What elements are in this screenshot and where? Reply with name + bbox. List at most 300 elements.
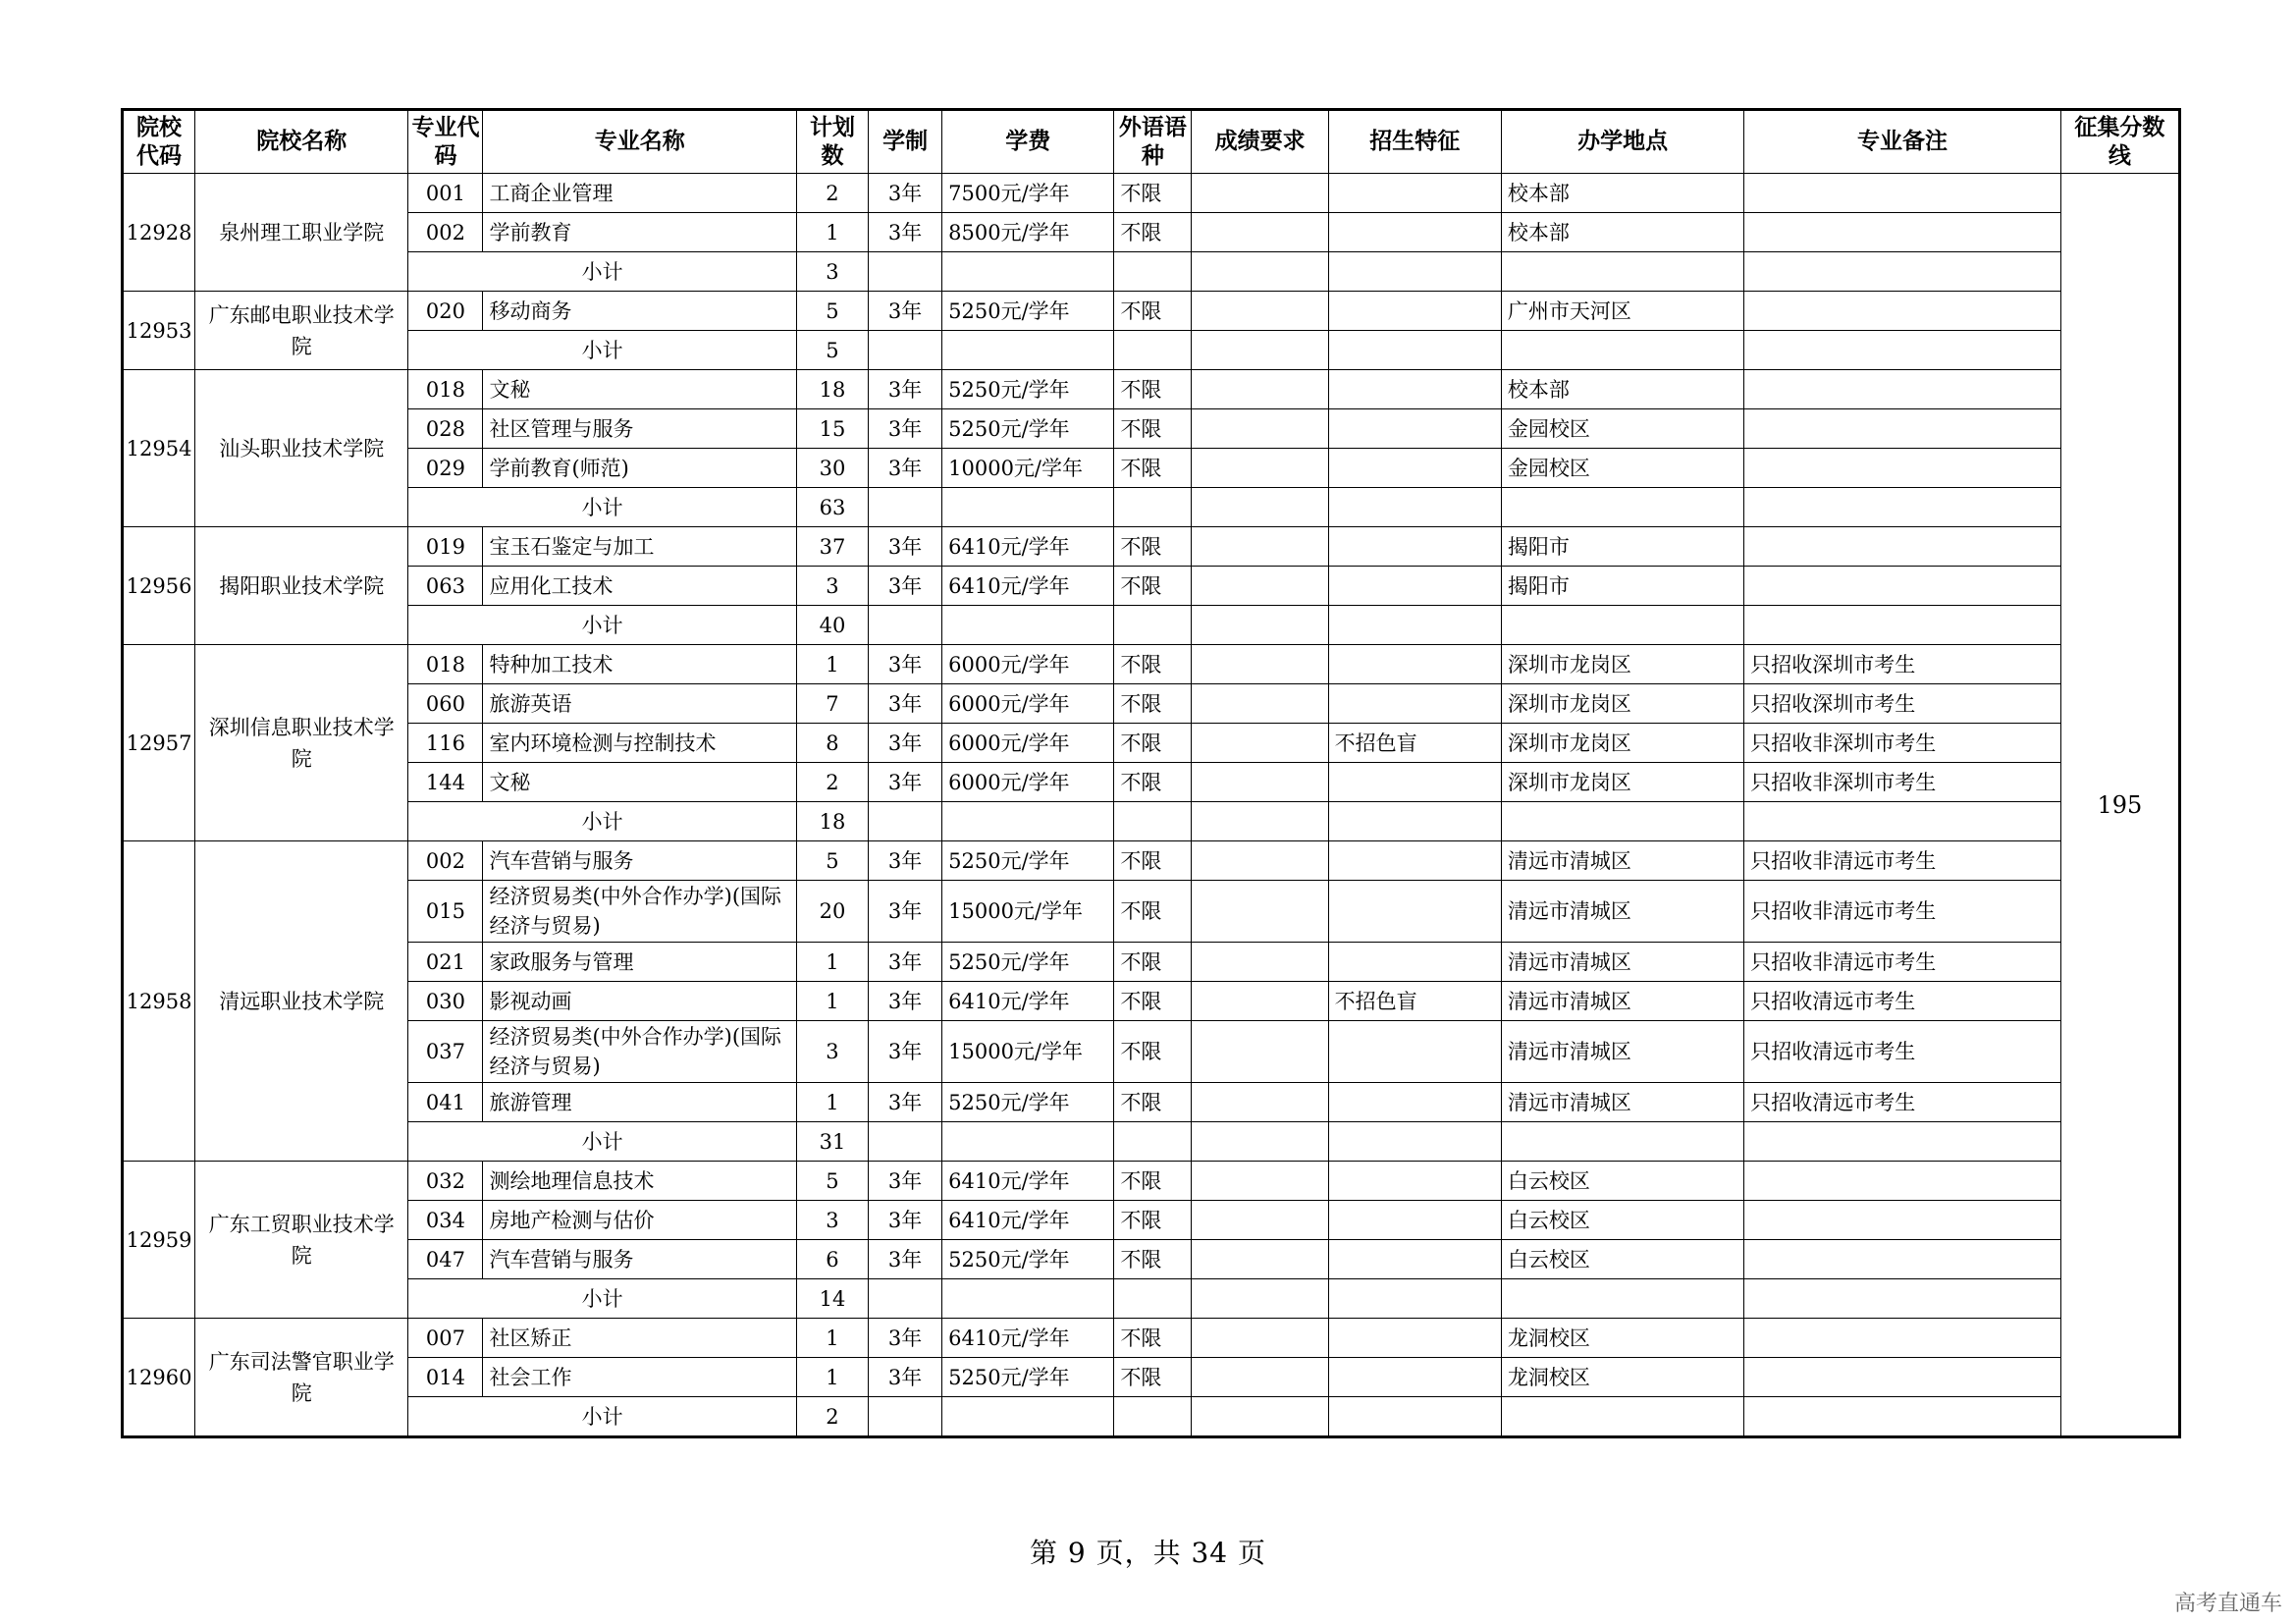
table-row <box>123 370 2180 409</box>
duration-cell: 3年 <box>869 213 942 252</box>
remark-cell <box>1744 1162 2060 1201</box>
remark-cell <box>1744 449 2060 488</box>
header-location: 办学地点 <box>1501 110 1743 174</box>
admission-feature-cell <box>1328 763 1501 802</box>
school-name-cell: 清远职业技术学院 <box>195 841 408 1162</box>
score-requirement-cell <box>1192 1201 1328 1240</box>
language-cell: 不限 <box>1114 645 1192 684</box>
major-name-cell: 社区矫正 <box>483 1319 796 1358</box>
empty-cell <box>1114 1397 1192 1437</box>
admission-feature-cell <box>1328 174 1501 213</box>
empty-cell <box>1192 1397 1328 1437</box>
empty-cell <box>942 331 1114 370</box>
empty-cell <box>1744 606 2060 645</box>
major-code-cell: 019 <box>408 527 483 567</box>
score-requirement-cell <box>1192 1021 1328 1083</box>
language-cell: 不限 <box>1114 943 1192 982</box>
table-row <box>123 763 2180 802</box>
school-code-cell: 12954 <box>123 370 195 527</box>
duration-cell: 3年 <box>869 1083 942 1122</box>
empty-cell <box>1192 1122 1328 1162</box>
empty-cell <box>1192 1279 1328 1319</box>
language-cell: 不限 <box>1114 1083 1192 1122</box>
empty-cell <box>1328 802 1501 841</box>
score-requirement-cell <box>1192 1358 1328 1397</box>
score-requirement-cell <box>1192 370 1328 409</box>
empty-cell <box>869 331 942 370</box>
tuition-cell: 6410元/学年 <box>942 1162 1114 1201</box>
header-tuition: 学费 <box>942 110 1114 174</box>
admission-feature-cell <box>1328 1083 1501 1122</box>
header-score-requirement: 成绩要求 <box>1192 110 1328 174</box>
empty-cell <box>1744 1279 2060 1319</box>
score-requirement-cell <box>1192 841 1328 881</box>
duration-cell: 3年 <box>869 449 942 488</box>
empty-cell <box>942 1397 1114 1437</box>
subtotal-label: 小计 <box>408 802 797 841</box>
remark-cell <box>1744 567 2060 606</box>
empty-cell <box>1744 802 2060 841</box>
major-code-cell: 018 <box>408 370 483 409</box>
major-code-cell: 002 <box>408 841 483 881</box>
header-school-code: 院校代码 <box>123 110 195 174</box>
empty-cell <box>1328 1397 1501 1437</box>
admission-feature-cell <box>1328 292 1501 331</box>
table-row <box>123 645 2180 684</box>
empty-cell <box>1114 1279 1192 1319</box>
empty-cell <box>1501 1122 1743 1162</box>
empty-cell <box>1501 488 1743 527</box>
remark-cell <box>1744 1358 2060 1397</box>
empty-cell <box>1501 1279 1743 1319</box>
score-requirement-cell <box>1192 292 1328 331</box>
empty-cell <box>869 1279 942 1319</box>
subtotal-row <box>123 1279 2180 1319</box>
major-code-cell: 041 <box>408 1083 483 1122</box>
score-requirement-cell <box>1192 724 1328 763</box>
tuition-cell: 15000元/学年 <box>942 1021 1114 1083</box>
score-requirement-cell <box>1192 527 1328 567</box>
admission-feature-cell <box>1328 1201 1501 1240</box>
empty-cell <box>1192 331 1328 370</box>
remark-cell: 只招收非清远市考生 <box>1744 881 2060 943</box>
empty-cell <box>942 488 1114 527</box>
subtotal-count: 2 <box>796 1397 868 1437</box>
admission-feature-cell <box>1328 409 1501 449</box>
language-cell: 不限 <box>1114 370 1192 409</box>
major-code-cell: 020 <box>408 292 483 331</box>
tuition-cell: 6410元/学年 <box>942 527 1114 567</box>
score-requirement-cell <box>1192 1083 1328 1122</box>
score-requirement-cell <box>1192 645 1328 684</box>
empty-cell <box>1114 1122 1192 1162</box>
subtotal-count: 31 <box>796 1122 868 1162</box>
table-row <box>123 841 2180 881</box>
duration-cell: 3年 <box>869 1201 942 1240</box>
language-cell: 不限 <box>1114 724 1192 763</box>
empty-cell <box>1501 331 1743 370</box>
table-row <box>123 449 2180 488</box>
remark-cell <box>1744 1240 2060 1279</box>
major-code-cell: 028 <box>408 409 483 449</box>
empty-cell <box>1328 488 1501 527</box>
empty-cell <box>869 488 942 527</box>
tuition-cell: 6410元/学年 <box>942 567 1114 606</box>
language-cell: 不限 <box>1114 292 1192 331</box>
plan-count-cell: 20 <box>796 881 868 943</box>
major-name-cell: 特种加工技术 <box>483 645 796 684</box>
header-admission-features: 招生特征 <box>1328 110 1501 174</box>
tuition-cell: 8500元/学年 <box>942 213 1114 252</box>
tuition-cell: 5250元/学年 <box>942 370 1114 409</box>
empty-cell <box>942 802 1114 841</box>
admission-feature-cell <box>1328 1021 1501 1083</box>
tuition-cell: 5250元/学年 <box>942 1083 1114 1122</box>
plan-count-cell: 8 <box>796 724 868 763</box>
empty-cell <box>942 1279 1114 1319</box>
score-requirement-cell <box>1192 409 1328 449</box>
admission-feature-cell <box>1328 567 1501 606</box>
plan-count-cell: 1 <box>796 943 868 982</box>
empty-cell <box>1192 252 1328 292</box>
plan-count-cell: 1 <box>796 1083 868 1122</box>
location-cell: 校本部 <box>1501 174 1743 213</box>
header-language: 外语语种 <box>1114 110 1192 174</box>
major-code-cell: 060 <box>408 684 483 724</box>
major-name-cell: 房地产检测与估价 <box>483 1201 796 1240</box>
header-row <box>123 110 2180 174</box>
empty-cell <box>1328 331 1501 370</box>
score-requirement-cell <box>1192 1162 1328 1201</box>
tuition-cell: 5250元/学年 <box>942 1240 1114 1279</box>
subtotal-label: 小计 <box>408 1397 797 1437</box>
admission-feature-cell <box>1328 1319 1501 1358</box>
remark-cell: 只招收清远市考生 <box>1744 1083 2060 1122</box>
major-name-cell: 旅游管理 <box>483 1083 796 1122</box>
admission-feature-cell <box>1328 1162 1501 1201</box>
remark-cell: 只招收非清远市考生 <box>1744 943 2060 982</box>
subtotal-row <box>123 488 2180 527</box>
major-code-cell: 037 <box>408 1021 483 1083</box>
major-name-cell: 旅游英语 <box>483 684 796 724</box>
duration-cell: 3年 <box>869 982 942 1021</box>
tuition-cell: 6410元/学年 <box>942 982 1114 1021</box>
language-cell: 不限 <box>1114 449 1192 488</box>
major-code-cell: 034 <box>408 1201 483 1240</box>
major-code-cell: 014 <box>408 1358 483 1397</box>
subtotal-row <box>123 331 2180 370</box>
remark-cell: 只招收非清远市考生 <box>1744 841 2060 881</box>
admission-feature-cell <box>1328 527 1501 567</box>
tuition-cell: 10000元/学年 <box>942 449 1114 488</box>
tuition-cell: 6000元/学年 <box>942 724 1114 763</box>
tuition-cell: 5250元/学年 <box>942 409 1114 449</box>
empty-cell <box>1744 488 2060 527</box>
location-cell: 清远市清城区 <box>1501 841 1743 881</box>
admission-feature-cell <box>1328 645 1501 684</box>
plan-count-cell: 3 <box>796 1201 868 1240</box>
language-cell: 不限 <box>1114 174 1192 213</box>
major-name-cell: 应用化工技术 <box>483 567 796 606</box>
empty-cell <box>942 606 1114 645</box>
table-body <box>123 174 2180 1437</box>
plan-count-cell: 5 <box>796 1162 868 1201</box>
duration-cell: 3年 <box>869 409 942 449</box>
subtotal-count: 40 <box>796 606 868 645</box>
duration-cell: 3年 <box>869 1240 942 1279</box>
tuition-cell: 5250元/学年 <box>942 1358 1114 1397</box>
table-row <box>123 1083 2180 1122</box>
table-row <box>123 684 2180 724</box>
school-code-cell: 12928 <box>123 174 195 292</box>
school-code-cell: 12959 <box>123 1162 195 1319</box>
plan-count-cell: 5 <box>796 841 868 881</box>
language-cell: 不限 <box>1114 1319 1192 1358</box>
major-name-cell: 家政服务与管理 <box>483 943 796 982</box>
table-row <box>123 292 2180 331</box>
table-row <box>123 881 2180 943</box>
language-cell: 不限 <box>1114 841 1192 881</box>
remark-cell: 只招收非深圳市考生 <box>1744 724 2060 763</box>
table-row <box>123 1319 2180 1358</box>
empty-cell <box>1114 488 1192 527</box>
subtotal-label: 小计 <box>408 606 797 645</box>
school-name-cell: 广东邮电职业技术学院 <box>195 292 408 370</box>
plan-count-cell: 1 <box>796 982 868 1021</box>
score-requirement-cell <box>1192 684 1328 724</box>
subtotal-row <box>123 802 2180 841</box>
table-row <box>123 174 2180 213</box>
header-major-code: 专业代码 <box>408 110 483 174</box>
empty-cell <box>1328 1122 1501 1162</box>
location-cell: 广州市天河区 <box>1501 292 1743 331</box>
language-cell: 不限 <box>1114 982 1192 1021</box>
header-remarks: 专业备注 <box>1744 110 2060 174</box>
duration-cell: 3年 <box>869 1021 942 1083</box>
plan-count-cell: 6 <box>796 1240 868 1279</box>
remark-cell: 只招收清远市考生 <box>1744 1021 2060 1083</box>
table-row <box>123 943 2180 982</box>
remark-cell <box>1744 409 2060 449</box>
empty-cell <box>1501 802 1743 841</box>
remark-cell: 只招收非深圳市考生 <box>1744 763 2060 802</box>
empty-cell <box>1744 331 2060 370</box>
location-cell: 深圳市龙岗区 <box>1501 724 1743 763</box>
admission-feature-cell <box>1328 841 1501 881</box>
empty-cell <box>1114 252 1192 292</box>
location-cell: 校本部 <box>1501 370 1743 409</box>
major-code-cell: 002 <box>408 213 483 252</box>
plan-count-cell: 3 <box>796 567 868 606</box>
admission-feature-cell <box>1328 881 1501 943</box>
plan-count-cell: 5 <box>796 292 868 331</box>
tuition-cell: 6000元/学年 <box>942 645 1114 684</box>
location-cell: 金园校区 <box>1501 449 1743 488</box>
subtotal-label: 小计 <box>408 1122 797 1162</box>
major-name-cell: 文秘 <box>483 370 796 409</box>
empty-cell <box>1114 802 1192 841</box>
header-cutoff-score: 征集分数线 <box>2060 110 2179 174</box>
score-requirement-cell <box>1192 1319 1328 1358</box>
location-cell: 龙洞校区 <box>1501 1358 1743 1397</box>
plan-count-cell: 1 <box>796 1358 868 1397</box>
location-cell: 金园校区 <box>1501 409 1743 449</box>
major-code-cell: 001 <box>408 174 483 213</box>
duration-cell: 3年 <box>869 567 942 606</box>
location-cell: 清远市清城区 <box>1501 881 1743 943</box>
subtotal-row <box>123 1122 2180 1162</box>
duration-cell: 3年 <box>869 881 942 943</box>
major-name-cell: 宝玉石鉴定与加工 <box>483 527 796 567</box>
major-name-cell: 经济贸易类(中外合作办学)(国际经济与贸易) <box>483 1021 796 1083</box>
duration-cell: 3年 <box>869 943 942 982</box>
empty-cell <box>869 606 942 645</box>
language-cell: 不限 <box>1114 213 1192 252</box>
table-row <box>123 1201 2180 1240</box>
admission-feature-cell <box>1328 1358 1501 1397</box>
major-name-cell: 学前教育 <box>483 213 796 252</box>
location-cell: 校本部 <box>1501 213 1743 252</box>
major-code-cell: 030 <box>408 982 483 1021</box>
major-code-cell: 021 <box>408 943 483 982</box>
subtotal-label: 小计 <box>408 488 797 527</box>
location-cell: 白云校区 <box>1501 1240 1743 1279</box>
duration-cell: 3年 <box>869 527 942 567</box>
score-requirement-cell <box>1192 174 1328 213</box>
plan-count-cell: 18 <box>796 370 868 409</box>
header-school-name: 院校名称 <box>195 110 408 174</box>
score-requirement-cell <box>1192 567 1328 606</box>
subtotal-count: 14 <box>796 1279 868 1319</box>
location-cell: 白云校区 <box>1501 1201 1743 1240</box>
empty-cell <box>1744 252 2060 292</box>
tuition-cell: 7500元/学年 <box>942 174 1114 213</box>
duration-cell: 3年 <box>869 174 942 213</box>
score-requirement-cell <box>1192 1240 1328 1279</box>
table-row <box>123 982 2180 1021</box>
remark-cell <box>1744 527 2060 567</box>
major-name-cell: 工商企业管理 <box>483 174 796 213</box>
language-cell: 不限 <box>1114 684 1192 724</box>
duration-cell: 3年 <box>869 763 942 802</box>
empty-cell <box>1114 606 1192 645</box>
empty-cell <box>1192 488 1328 527</box>
tuition-cell: 15000元/学年 <box>942 881 1114 943</box>
major-name-cell: 测绘地理信息技术 <box>483 1162 796 1201</box>
score-requirement-cell <box>1192 449 1328 488</box>
school-name-cell: 广东工贸职业技术学院 <box>195 1162 408 1319</box>
admission-feature-cell <box>1328 684 1501 724</box>
major-code-cell: 116 <box>408 724 483 763</box>
duration-cell: 3年 <box>869 1162 942 1201</box>
school-code-cell: 12953 <box>123 292 195 370</box>
language-cell: 不限 <box>1114 409 1192 449</box>
subtotal-label: 小计 <box>408 252 797 292</box>
remark-cell: 只招收清远市考生 <box>1744 982 2060 1021</box>
major-name-cell: 社区管理与服务 <box>483 409 796 449</box>
empty-cell <box>942 1122 1114 1162</box>
major-code-cell: 032 <box>408 1162 483 1201</box>
remark-cell <box>1744 174 2060 213</box>
plan-count-cell: 30 <box>796 449 868 488</box>
major-name-cell: 移动商务 <box>483 292 796 331</box>
remark-cell <box>1744 213 2060 252</box>
empty-cell <box>1501 606 1743 645</box>
header-duration: 学制 <box>869 110 942 174</box>
score-requirement-cell <box>1192 763 1328 802</box>
major-code-cell: 029 <box>408 449 483 488</box>
location-cell: 深圳市龙岗区 <box>1501 645 1743 684</box>
duration-cell: 3年 <box>869 1358 942 1397</box>
major-code-cell: 015 <box>408 881 483 943</box>
major-name-cell: 室内环境检测与控制技术 <box>483 724 796 763</box>
table-row <box>123 1162 2180 1201</box>
duration-cell: 3年 <box>869 370 942 409</box>
language-cell: 不限 <box>1114 763 1192 802</box>
tuition-cell: 6000元/学年 <box>942 684 1114 724</box>
location-cell: 深圳市龙岗区 <box>1501 684 1743 724</box>
empty-cell <box>1114 331 1192 370</box>
duration-cell: 3年 <box>869 684 942 724</box>
admission-feature-cell: 不招色盲 <box>1328 982 1501 1021</box>
subtotal-count: 5 <box>796 331 868 370</box>
tuition-cell: 5250元/学年 <box>942 943 1114 982</box>
duration-cell: 3年 <box>869 841 942 881</box>
empty-cell <box>1328 606 1501 645</box>
cutoff-score-cell: 195 <box>2060 174 2179 1437</box>
location-cell: 清远市清城区 <box>1501 1021 1743 1083</box>
location-cell: 白云校区 <box>1501 1162 1743 1201</box>
remark-cell <box>1744 1319 2060 1358</box>
major-name-cell: 学前教育(师范) <box>483 449 796 488</box>
major-code-cell: 007 <box>408 1319 483 1358</box>
plan-count-cell: 15 <box>796 409 868 449</box>
school-code-cell: 12956 <box>123 527 195 645</box>
school-name-cell: 广东司法警官职业学院 <box>195 1319 408 1437</box>
location-cell: 清远市清城区 <box>1501 943 1743 982</box>
admissions-table <box>121 108 2181 1438</box>
table-row <box>123 409 2180 449</box>
plan-count-cell: 37 <box>796 527 868 567</box>
major-name-cell: 汽车营销与服务 <box>483 1240 796 1279</box>
admission-feature-cell <box>1328 213 1501 252</box>
plan-count-cell: 1 <box>796 645 868 684</box>
empty-cell <box>869 252 942 292</box>
score-requirement-cell <box>1192 881 1328 943</box>
page-number: 第 9 页，共 34 页 <box>1029 1537 1267 1569</box>
tuition-cell: 6410元/学年 <box>942 1319 1114 1358</box>
score-requirement-cell <box>1192 982 1328 1021</box>
subtotal-row <box>123 1397 2180 1437</box>
admission-feature-cell <box>1328 449 1501 488</box>
empty-cell <box>869 1397 942 1437</box>
admission-feature-cell <box>1328 943 1501 982</box>
location-cell: 龙洞校区 <box>1501 1319 1743 1358</box>
admission-feature-cell <box>1328 370 1501 409</box>
location-cell: 深圳市龙岗区 <box>1501 763 1743 802</box>
location-cell: 清远市清城区 <box>1501 1083 1743 1122</box>
major-name-cell: 社会工作 <box>483 1358 796 1397</box>
empty-cell <box>1328 1279 1501 1319</box>
admission-feature-cell <box>1328 1240 1501 1279</box>
language-cell: 不限 <box>1114 567 1192 606</box>
remark-cell: 只招收深圳市考生 <box>1744 645 2060 684</box>
empty-cell <box>1192 802 1328 841</box>
major-name-cell: 经济贸易类(中外合作办学)(国际经济与贸易) <box>483 881 796 943</box>
major-code-cell: 144 <box>408 763 483 802</box>
score-requirement-cell <box>1192 943 1328 982</box>
subtotal-row <box>123 252 2180 292</box>
